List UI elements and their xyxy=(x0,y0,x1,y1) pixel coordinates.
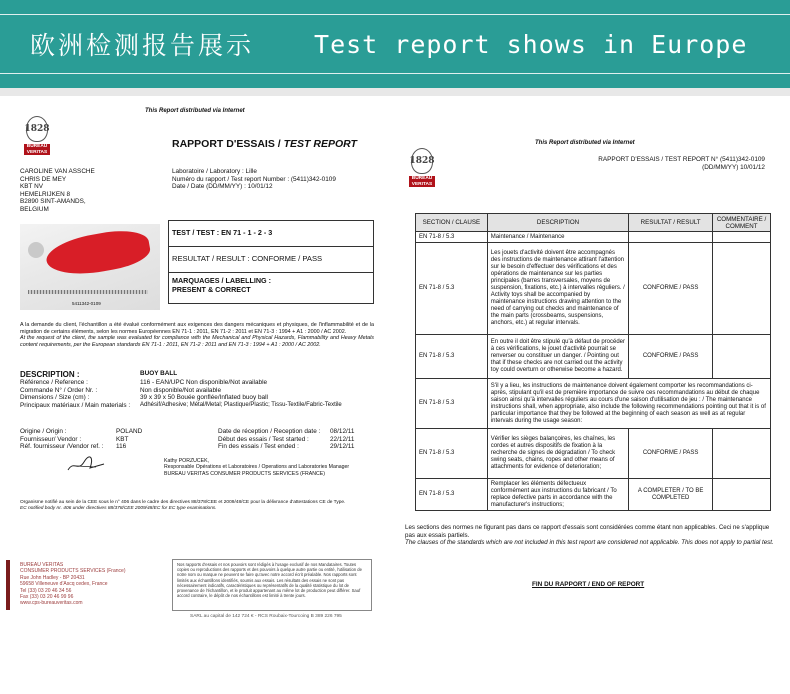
banner-frame xyxy=(0,14,790,74)
desc-row: Commande N° / Order Nr. : Non disponible/Not available xyxy=(20,386,222,394)
marking-row: MARQUAGES / LABELLING : PRESENT & CORRECT xyxy=(172,276,272,294)
report-page-1 xyxy=(0,96,392,694)
buoy-shape xyxy=(43,225,152,280)
col-comment: COMMENTAIRE / COMMENT xyxy=(713,214,771,232)
footer-bar xyxy=(6,560,10,610)
client-address: CAROLINE VAN ASSCHE CHRIS DE MEY KBT NV HEMELRIJKEN 8 B2890 SINT-AMANDS, BELGIUM xyxy=(20,168,95,213)
table-row: EN 71-8 / 5.3 Maintenance / Maintenance xyxy=(416,232,771,243)
col-result: RESULTAT / RESULT xyxy=(629,214,713,232)
test-row: TEST / TEST : EN 71 - 1 - 2 - 3 xyxy=(172,228,273,237)
seal-icon: 1828 xyxy=(411,148,433,174)
notified-body: Organisme notifié au sein de la CEE sous le n° 406 dans le cadre des directives 88/378/CEE et 2009/48/CE pour la délivrance d'attestations CE de Type. EC notified body nr. 406 under directives 88/378/CEE 2009/48/EC for EC type examinations. xyxy=(20,500,346,511)
banner xyxy=(0,0,790,88)
description-heading: DESCRIPTION : xyxy=(20,370,80,379)
table-row: EN 71-8 / 5.3 S'il y a lieu, les instructions de maintenance doivent également comporter les recommandations ci-après, stipulant qu'il est de première importance de suivre ces recommandations au début de chaque saison ainsi qu'à intervalles réguliers au cours d'une saison d'utilisation de jeu : / The maintenance instructions shall, when appropriate, also include the following recommendations pointing out that it is of particular importance that they be followed at the beginning of each season as well as at regular intervals during the usage season: xyxy=(416,379,771,429)
company-capital: SARL au capital de 142 724 € - RCS Roubaix-Tourcoing B 389 226 795 xyxy=(190,614,342,619)
signer-block: Kathy PORZUCEK, Responsable Opérations et Laboratoires / Operations and Laboratories Manager BUREAU VERITAS CONSUMER PRODUCTS SERVICES (FRANCE) xyxy=(164,458,350,477)
table-row: EN 71-8 / 5.3 En outre il doit être stipulé qu'à défaut de procéder à ces vérifications, le jouet d'activité pourrait se renverser ou constituer un danger. / Pointing out that if these checks are not carried out the activity toy could overturn or otherwise become a hazard. CONFORME / PASS xyxy=(416,335,771,379)
report-page-2 xyxy=(395,96,790,694)
report-header: RAPPORT D'ESSAIS / TEST REPORT N° (5411)342-0109 (DD/MM/YY) 10/01/12 xyxy=(598,156,765,171)
end-of-report: FIN DU RAPPORT / END OF REPORT xyxy=(532,581,645,588)
footer-address: BUREAU VERITAS CONSUMER PRODUCTS SERVICES (France) Rue John Hadley - BP 20431 59658 Villeneuve d'Ascq cedex, France Tel (33) 03 20 46 34 56 Fax (33) 03 20 46 99 96 www.cps-bureauveritas.com xyxy=(20,562,126,607)
description-table xyxy=(20,379,380,409)
result-row: RESULTAT / RESULT : CONFORME / PASS xyxy=(172,254,323,263)
lab-info: Laboratoire / Laboratory : Lille Numéro du rapport / Test report Number : (5411)342-0109 Date / Date (DD/MM/YY) : 10/01/12 xyxy=(172,168,336,191)
signature xyxy=(66,456,106,474)
bureau-veritas-logo: 1828 BUREAU VERITAS xyxy=(24,116,50,155)
legal-notice: Nos rapports d'essais et nos pouvoirs sont rédigés à l'usage exclusif de nos Mandataires. Toutes copies ou reproductions des rapports et des pouvoirs à quelque autre partie ou entité, l'utilisation de notre nom ou marque ne peuvent se faire qu'avec notre accord écrit préalable. Nos rapports sont limités aux échantillons identifiés, soumis aux essais. Les résultats des essais ne sont pas nécessairement indicatifs, caractéristiques ou représentatifs de la qualité statistique du lot de provenance de l'échantillon, et le produit appartenant au même lot de production peut différer. Sauf accord contraire, le dépôt de nos échantillons est limité à trente jours. xyxy=(172,559,372,611)
table-header-row xyxy=(416,214,771,232)
desc-row: Référence / Reference : 116 - EAN/UPC Non disponible/Not available xyxy=(20,379,268,386)
report-title: RAPPORT D'ESSAIS / TEST REPORT xyxy=(172,138,357,150)
col-section: SECTION / CLAUSE xyxy=(416,214,488,232)
applicability-note: Les sections des normes ne figurant pas dans ce rapport d'essais sont considérées comme étant non applicables. Ceci ne s'applique pas aux essais partiels. The clauses of the standards which are not included in this test report are considered not applicable. This does not apply to partial test. xyxy=(405,524,774,547)
dates-block: Date de réception / Reception date : 08/12/11 Début des essais / Test started : 22/12/11 Fin des essais / Test ended : 29/12/11 xyxy=(218,428,355,451)
requirement-text: A la demande du client, l'échantillon a été évalué conformément aux exigences des dangers mécaniques et physiques, de l'inflammabilité et de la migration de certains éléments, selon les normes Européennes EN 71-1 : 2011, EN 71-2 : 2011 et EN 71-3 : 1994 + A1 : 2000 / AC 2002. At the request of the client, the sample was evaluated for compliance with the Mechanical and Physical Hazards, Flammability and Heavy Metals content requirements, per the European standards EN 71-1 : 2011, EN 71-2 : 2011 and EN 71-3 : 1994 + A1 : 2000 / AC 2002. xyxy=(20,322,374,348)
results-table xyxy=(415,213,771,511)
desc-row: Dimensions / Size (cm) : 39 x 39 x 50 Bouée gonflée/Inflated buoy ball xyxy=(20,394,268,402)
origin-block: Origine / Origin : POLAND Fournisseur/ Vendor : KBT Réf. fournisseur /Vendor ref. : 116 xyxy=(20,428,143,451)
sample-label: 5411342-0109 xyxy=(72,301,101,306)
ruler xyxy=(28,290,148,294)
description-value: BUOY BALL xyxy=(140,370,178,377)
sample-photo xyxy=(20,224,160,310)
table-row: EN 71-8 / 5.3 Remplacer les éléments défectueux conformément aux instructions du fabricant / To replace defective parts in accordance with the manufacturer's instructions; A COMPLETER / TO BE COMPLETED xyxy=(416,479,771,511)
banner-title-en: Test report shows in Europe xyxy=(314,29,748,59)
table-row: EN 71-8 / 5.3 Les jouets d'activité doivent être accompagnés des instructions de maintenance attirant l'attention sur le besoin d'effectuer des vérifications et des opérations de maintenance sur les parties principales (barres transversales, moyens de suspension, fixations, etc.) à intervalles réguliers. / Activity toys shall be accompanied by maintenance instructions drawing attention to the need of carrying out checks and maintenance of the main parts (crossbeams, suspensions, anchors, etc.) at regular intervals. CONFORME / PASS xyxy=(416,243,771,335)
col-description: DESCRIPTION xyxy=(487,214,628,232)
separator-strip xyxy=(0,88,790,96)
bureau-veritas-logo: 1828 BUREAU VERITAS xyxy=(409,148,435,187)
table-row: EN 71-8 / 5.3 Vérifier les sièges balançoires, les chaînes, les cordes et autres dispositifs de fixation à la recherche de signes de dégradation / To check swing seats, chains, ropes and other means of attachments for evidence of deterioration; CONFORME / PASS xyxy=(416,429,771,479)
distributed-note: This Report distributed via Internet xyxy=(535,140,635,146)
distributed-note: This Report distributed via Internet xyxy=(145,108,245,114)
banner-title-cn: 欧洲检测报告展示 xyxy=(30,31,255,60)
desc-row: Principaux matériaux / Main materials : Adhésif/Adhesive; Métal/Metal; Plastique/Plastic; Tissu-Textile/Fabric-Textile xyxy=(20,401,342,409)
seal-icon: 1828 xyxy=(26,116,48,142)
